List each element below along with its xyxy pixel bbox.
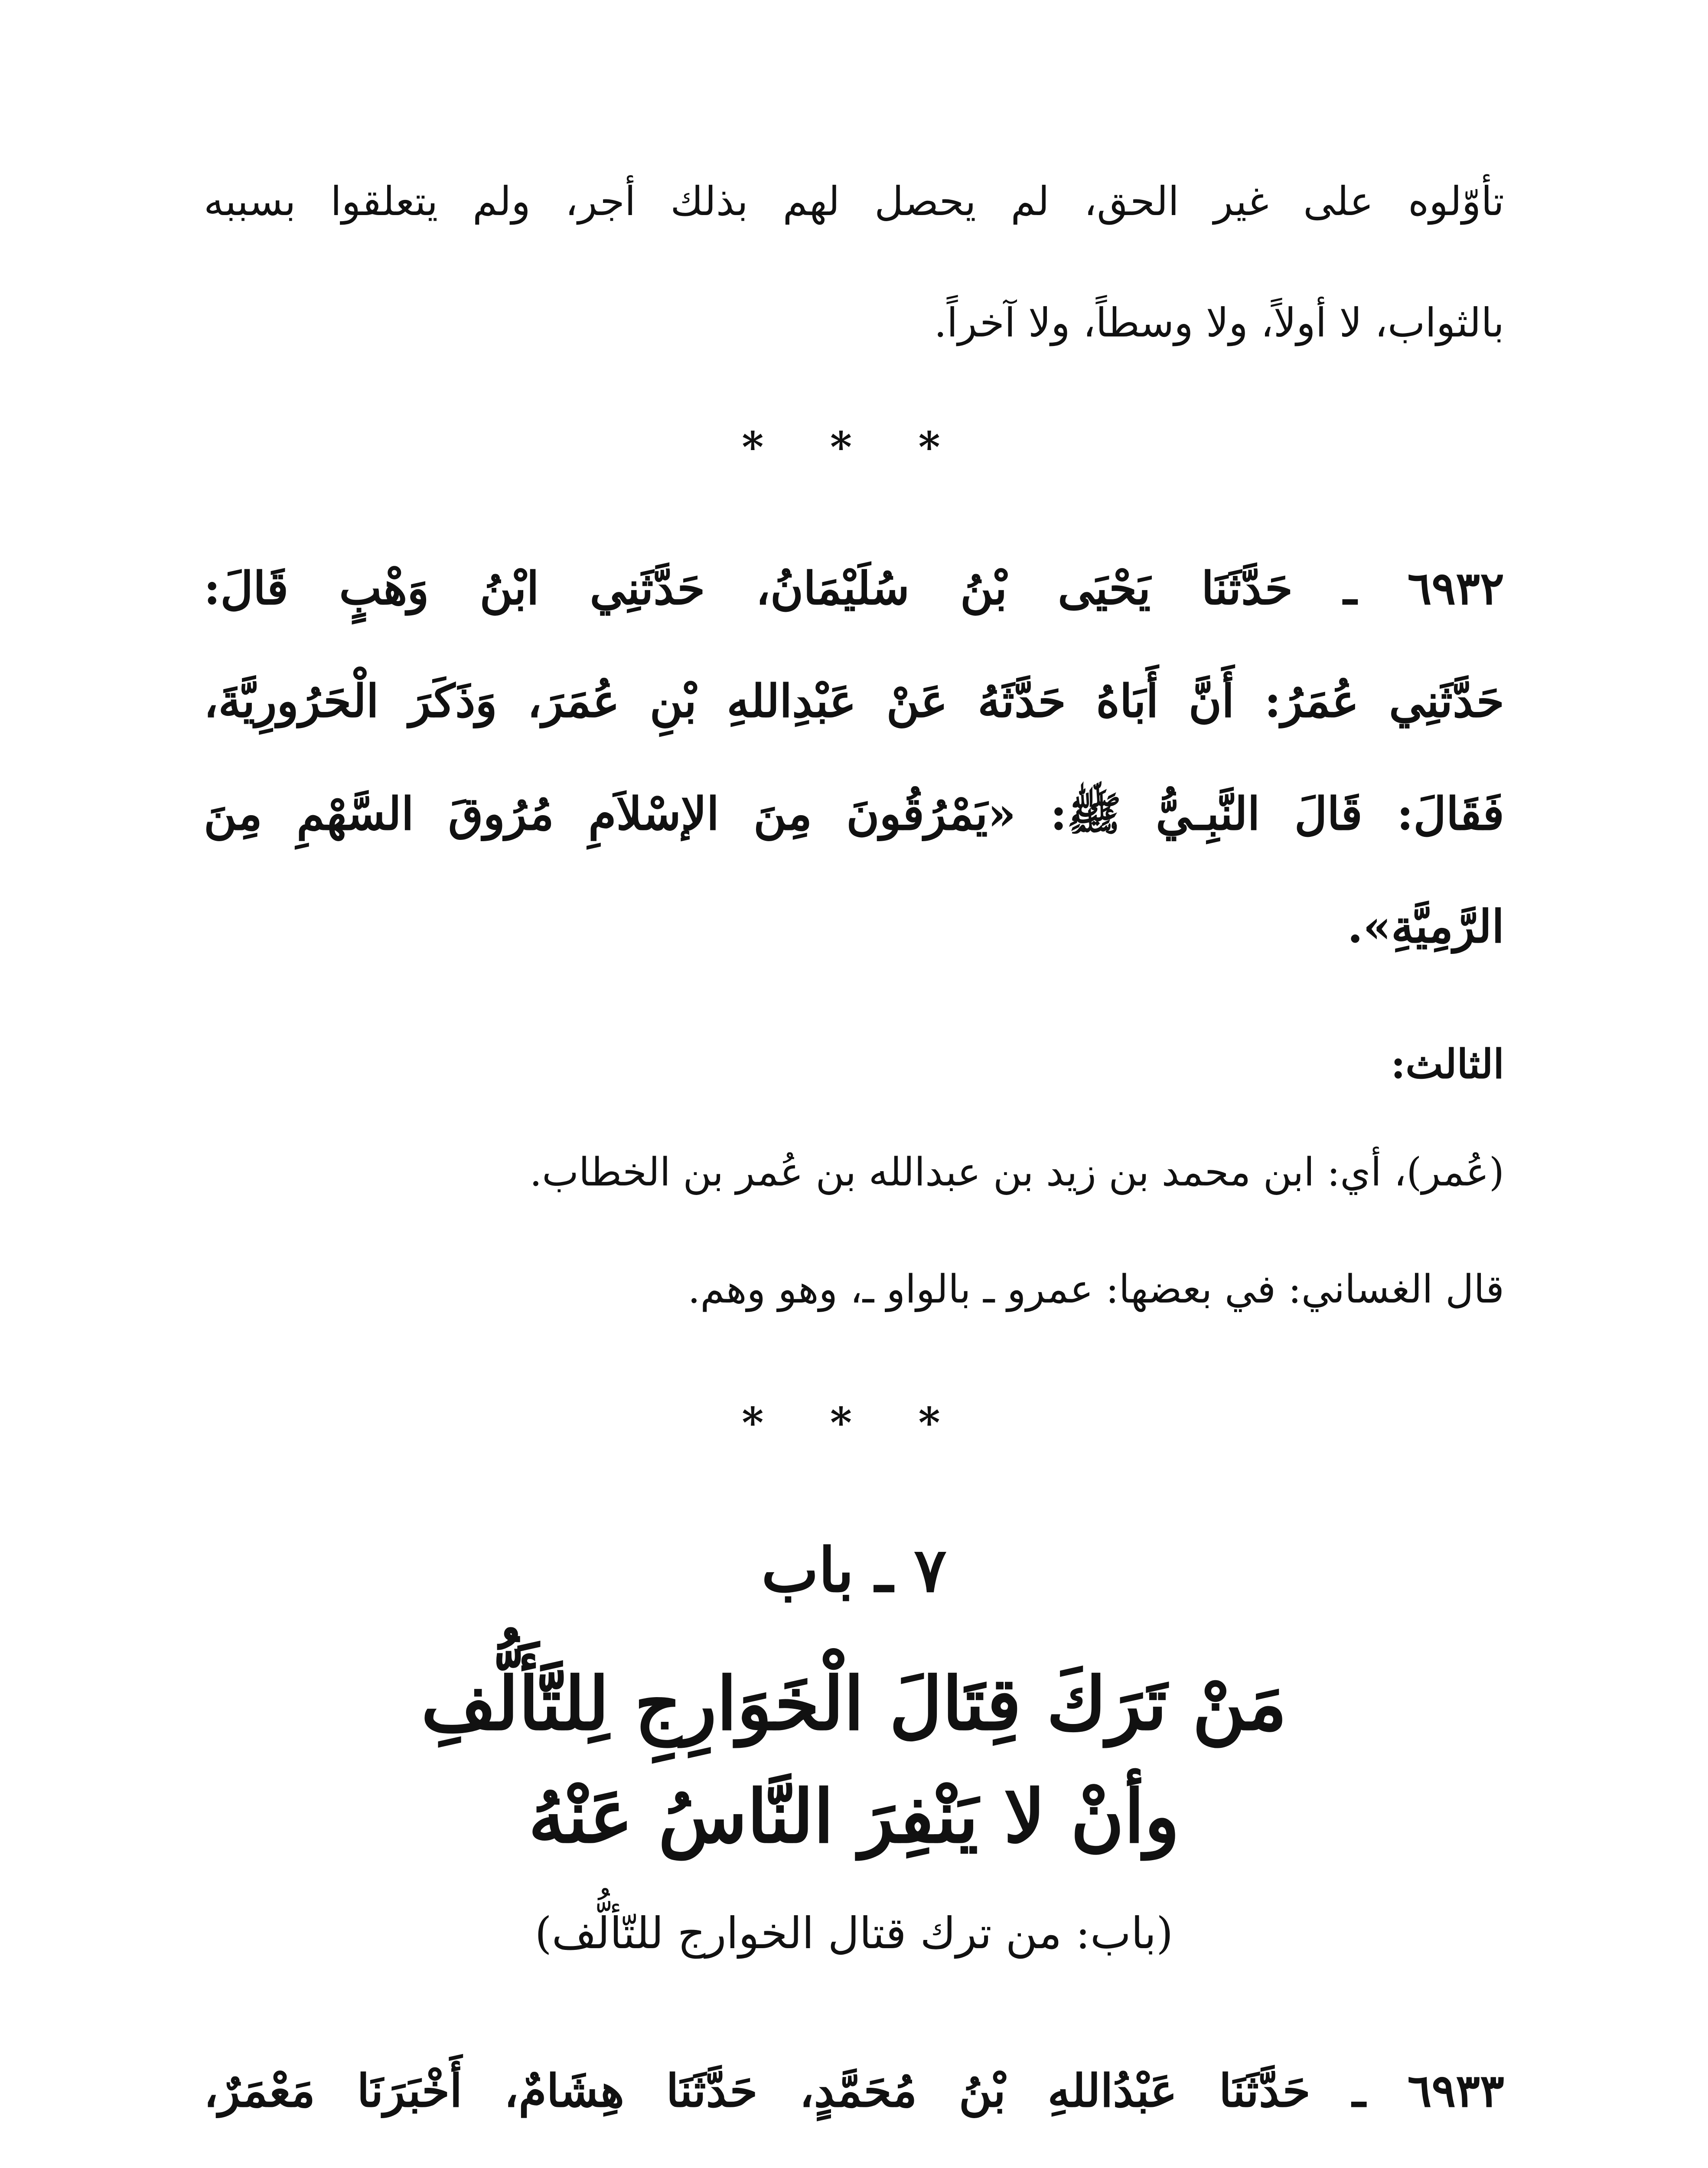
chapter-number: ٧ ـ باب bbox=[761, 1535, 947, 1606]
commentary-line-2: قال الغساني: في بعضها: عمرو ـ بالواو ـ، وهو وهم. bbox=[688, 1267, 1504, 1312]
section-separator: * * * bbox=[742, 1398, 966, 1447]
intro-line-2: بالثواب، لا أولاً، ولا وسطاً، ولا آخراً. bbox=[934, 300, 1504, 346]
hadith-6932-line-4: الرَّمِيَّةِ». bbox=[1347, 900, 1504, 953]
chapter-subtitle: (باب: من ترك قتال الخوارج للتّألُّف) bbox=[535, 1908, 1173, 1959]
intro-line-1: تأوّلوه على غير الحق، لم يحصل لهم بذلك أجر، ولم يتعلقوا بسببه bbox=[204, 178, 1504, 225]
chapter-title-line-2: وأنْ لا يَنْفِرَ النَّاسُ عَنْهُ bbox=[528, 1773, 1180, 1859]
section-separator: * * * bbox=[742, 423, 966, 472]
hadith-6932-line-1: ٦٩٣٢ ـ حَدَّثَنَا يَحْيَى بْنُ سُلَيْمَانُ، حَدَّثَنِي ابْنُ وَهْبٍ قَالَ: bbox=[204, 562, 1504, 615]
commentary-line-1: (عُمر)، أي: ابن محمد بن زيد بن عبدالله بن عُمر بن الخطاب. bbox=[529, 1149, 1504, 1195]
hadith-6932-line-3: فَقَالَ: قَالَ النَّبِـيُّ ﷺ: «يَمْرُقُونَ مِنَ الإسْلاَمِ مُرُوقَ السَّهْمِ مِنَ bbox=[204, 787, 1504, 840]
commentary-heading: الثالث: bbox=[1391, 1041, 1504, 1087]
hadith-6932-line-2: حَدَّثَنِي عُمَرُ: أَنَّ أَبَاهُ حَدَّثَهُ عَنْ عَبْدِاللهِ بْنِ عُمَرَ، وَذَكَرَ الْحَرُورِيَّةَ، bbox=[204, 674, 1504, 728]
chapter-title-line-1: مَنْ تَرَكَ قِتَالَ الْخَوَارِجِ لِلتَّأَلُّفِ bbox=[421, 1661, 1287, 1747]
hadith-6933-line-1: ٦٩٣٣ ـ حَدَّثَنَا عَبْدُاللهِ بْنُ مُحَمَّدٍ، حَدَّثَنَا هِشَامٌ، أَخْبَرَنَا مَعْمَرٌ، bbox=[204, 2064, 1504, 2117]
